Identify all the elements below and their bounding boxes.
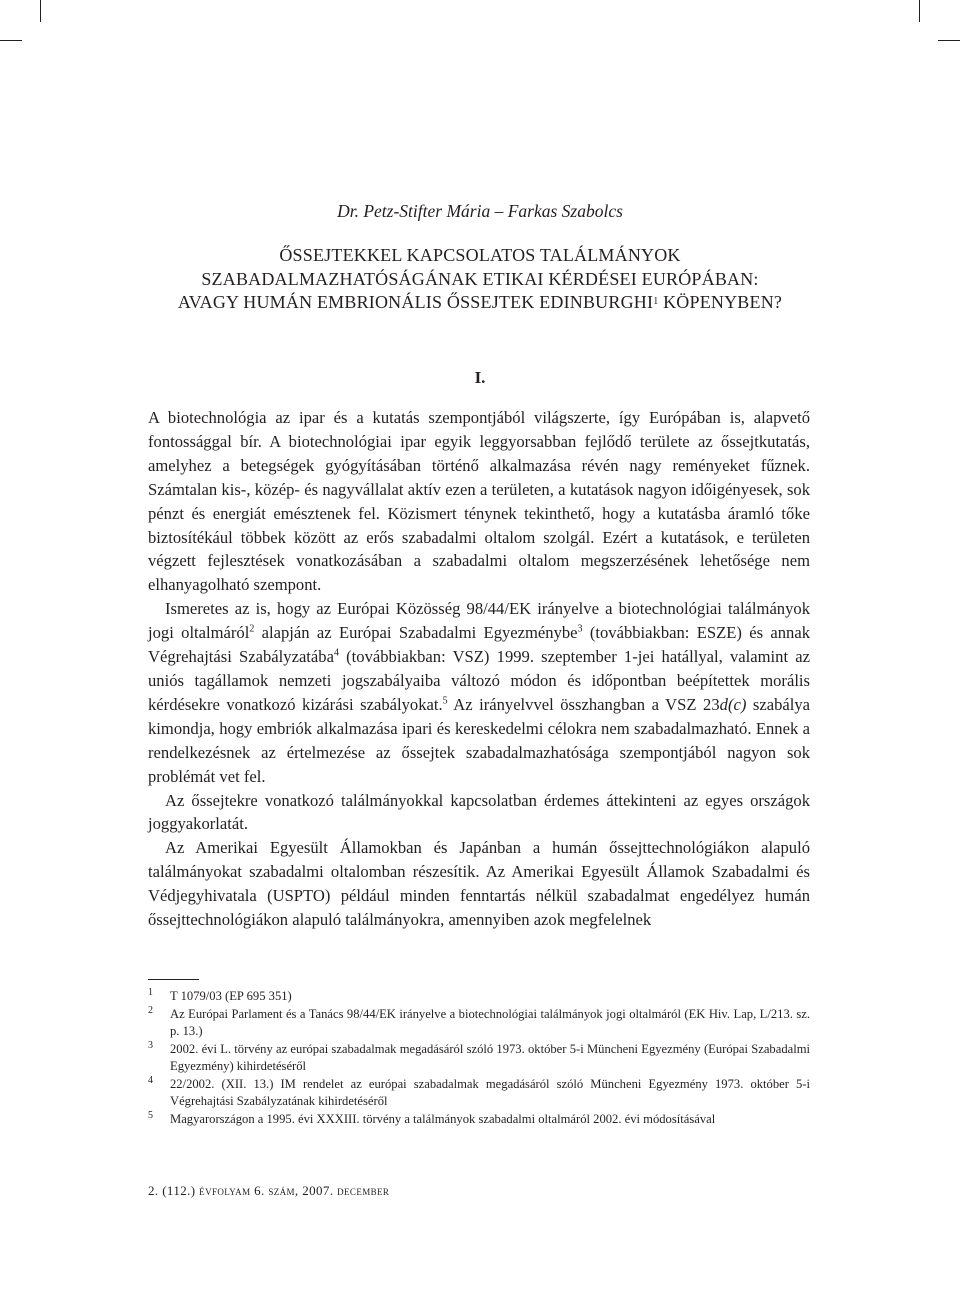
footnote-text: Az Európai Parlament és a Tanács 98/44/EK irányelve a biotechnológiai találmányok jogi oltalmáról (EK Hiv. Lap, L/213. sz. p. 13.) [170,1006,810,1038]
paragraph-2 [148,597,810,788]
authors: Dr. Petz-Stifter Mária – Farkas Szabolcs [337,201,623,221]
footnotes [148,988,810,1128]
title-line-2: SZABADALMAZHATÓSÁGÁNAK ETIKAI KÉRDÉSEI EURÓPÁBAN: [201,268,759,289]
footnote-number: 2 [148,1004,153,1016]
paragraph-4: Az Amerikai Egyesült Államokban és Japánban a humán őssejttechnológiákon alapuló találmányokat szabadalmi oltalomban részesítik. Az Amerikai Egyesült Államok Szabadalmi és Védjegyhivatala (USPTO) például minden fenntartás nélkül szabadalmat engedélyez humán őssejttechnológiákon alapuló találmányokra, amennyiben azok megfelelnek [148,838,810,930]
issue-footer: 2. (112.) évfolyam 6. szám, 2007. december [148,1183,390,1198]
title-line-1: ŐSSEJTEKKEL KAPCSOLATOS TALÁLMÁNYOK [279,245,681,265]
title-line-3-end: KÖPENYBEN? [658,292,783,312]
paragraph-3: Az őssejtekre vonatkozó találmányokkal kapcsolatban érdemes áttekinteni az egyes országok joggyakorlatát. [148,790,810,834]
paragraph-2-text-f: szabálya kimondja, hogy embriók alkalmazása ipari és kereskedelmi célokra nem szabadalmazható. Ennek a rendelkezésnek az értelmezése az őssejtek szabadalmazhatósága szempontjából nagyon sok problémát vet fel. [148,694,811,786]
paragraph-2-text-c: (továbbiakban: ESZE) és annak Végrehajtási Szabályzatába [148,623,810,667]
article-title [0,244,960,315]
footnote-number: 5 [148,1109,153,1121]
footnote-text: 22/2002. (XII. 13.) IM rendelet az európai szabadalmak megadásáról szóló Müncheni Egyezmény 1973. október 5-i Végrehajtási Szabályzatának kihirdetéséről [170,1076,810,1108]
paragraph-2-text-a: Ismeretes az is, hogy az Európai Közösség 98/44/EK irányelve a biotechnológiai találmányok jogi oltalmáról [148,599,810,643]
paragraph-2-text-e: Az irányelvvel összhangban a VSZ 23 [447,694,720,714]
footnote-ref-3[interactable]: 3 [577,623,583,635]
paragraph-2-italic: d(c) [719,694,747,714]
footnote-ref-4[interactable]: 4 [333,647,339,659]
crop-mark-top-left-horizontal [0,40,22,41]
footnote-1 [148,988,810,1006]
body-text [148,406,810,932]
crop-mark-top-left [40,0,41,22]
footnote-separator [148,979,199,980]
footnote-text: 2002. évi L. törvény az európai szabadalmak megadásáról szóló 1973. október 5-i Müncheni Egyezmény (Európai Szabadalmi Egyezmény) kihirdetéséről [170,1041,810,1073]
title-line-3 [0,291,960,315]
crop-mark-top-right [919,0,920,22]
footnote-ref-5[interactable]: 5 [442,695,448,707]
footnote-text: T 1079/03 (EP 695 351) [170,989,292,1003]
section-heading: I. [474,368,486,387]
footnote-5 [148,1111,810,1129]
footnote-text: Magyarországon a 1995. évi XXXIII. törvény a találmányok szabadalmi oltalmáról 2002. évi módosításával [170,1111,716,1126]
paragraph-2-text-b: alapján az Európai Szabadalmi Egyezménybe [254,623,578,643]
footnote-2 [148,1006,810,1041]
footnote-number: 3 [148,1039,153,1051]
footnote-ref-2[interactable]: 2 [249,623,255,635]
footnote-number: 1 [148,987,153,998]
footnote-3 [148,1041,810,1076]
footnote-4 [148,1076,810,1111]
paragraph-2-text-d: (továbbiakban: VSZ) 1999. szeptember 1-jei hatállyal, valamint az uniós tagállamok nemzeti jogszabályaiba változó módon és időpontban beépítettek morális kérdésekre vonatkozó kizárási szabályokat. [148,647,810,714]
title-footnote-ref-1[interactable]: 1 [653,296,659,307]
footnote-number: 4 [148,1074,153,1086]
paragraph-1: A biotechnológia az ipar és a kutatás szempontjából világszerte, így Európában is, alapvető fontossággal bír. A biotechnológiai ipar egyik leggyorsabban fejlődő területe az őssejtkutatás, amelyhez a betegségek gyógyításában történő alkalmazása révén nagy reményeket fűznek. Számtalan kis-, közép- és nagyvállalat aktív ezen a területen, a kutatások nagyon időigényesek, sok pénzt és energiát emésztenek fel. Közismert ténynek tekinthető, hogy a kutatásba áramló tőke biztosítékául többek között az erős szabadalmi oltalom szolgál. Ezért a kutatások, e területen végzett fejlesztések vonatkozásában a szabadalmi oltalom megszerzésének lehetősége nem elhanyagolható szempont. [148,408,810,595]
crop-mark-top-right-horizontal [938,40,960,41]
title-line-3-text: AVAGY HUMÁN EMBRIONÁLIS ŐSSEJTEK EDINBURGHI [177,292,654,312]
